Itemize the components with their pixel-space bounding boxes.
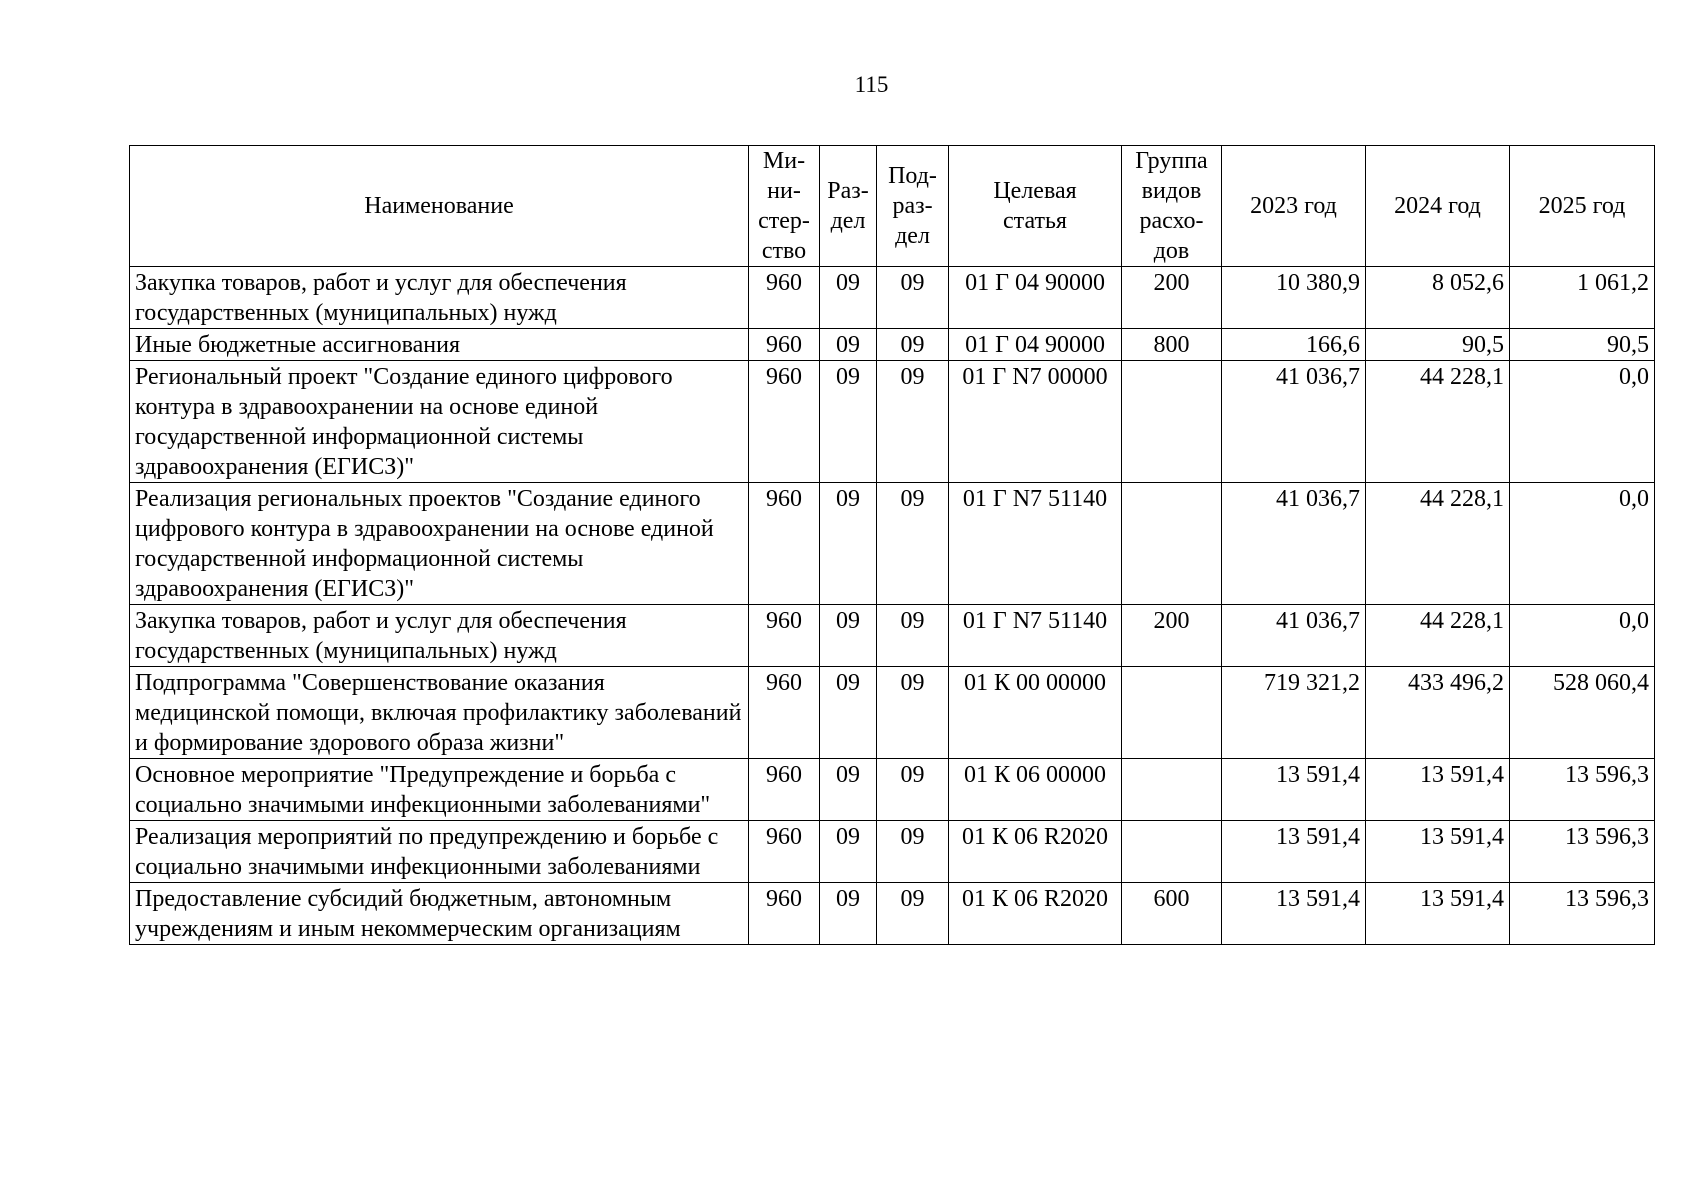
row-subsection: 09: [877, 267, 949, 329]
row-section: 09: [820, 759, 877, 821]
header-subsection: Под- раз- дел: [877, 146, 949, 267]
row-ministry: 960: [749, 883, 820, 945]
table-row: [130, 267, 1655, 329]
row-target-article: 01 Г 04 90000: [949, 267, 1122, 329]
row-ministry: 960: [749, 267, 820, 329]
row-amount-2023: 41 036,7: [1222, 361, 1366, 483]
row-amount-2025: 13 596,3: [1510, 759, 1655, 821]
row-amount-2024: 8 052,6: [1366, 267, 1510, 329]
table-row: [130, 605, 1655, 667]
row-section: 09: [820, 483, 877, 605]
row-target-article: 01 К 00 00000: [949, 667, 1122, 759]
row-amount-2024: 433 496,2: [1366, 667, 1510, 759]
table-row: [130, 483, 1655, 605]
budget-table: [129, 145, 1655, 945]
row-subsection: 09: [877, 667, 949, 759]
row-ministry: 960: [749, 667, 820, 759]
row-amount-2024: 90,5: [1366, 329, 1510, 361]
table-row: [130, 759, 1655, 821]
row-ministry: 960: [749, 361, 820, 483]
row-expense-group: [1122, 759, 1222, 821]
row-name: Закупка товаров, работ и услуг для обеспечения государственных (муниципальных) нужд: [130, 605, 749, 667]
header-name: Наименование: [130, 146, 749, 267]
header-expense-group: Группа видов расхо- дов: [1122, 146, 1222, 267]
row-name: Подпрограмма "Совершенствование оказания медицинской помощи, включая профилактику заболеваний и формирование здорового образа жизни": [130, 667, 749, 759]
table-row: [130, 329, 1655, 361]
row-expense-group: 600: [1122, 883, 1222, 945]
header-section: Раз- дел: [820, 146, 877, 267]
row-name: Основное мероприятие "Предупреждение и борьба с социально значимыми инфекционными заболеваниями": [130, 759, 749, 821]
row-amount-2024: 13 591,4: [1366, 759, 1510, 821]
table-row: [130, 667, 1655, 759]
row-ministry: 960: [749, 759, 820, 821]
row-amount-2024: 44 228,1: [1366, 361, 1510, 483]
row-amount-2023: 10 380,9: [1222, 267, 1366, 329]
row-subsection: 09: [877, 329, 949, 361]
row-name: Предоставление субсидий бюджетным, автономным учреждениям и иным некоммерческим организациям: [130, 883, 749, 945]
row-name: Иные бюджетные ассигнования: [130, 329, 749, 361]
row-section: 09: [820, 667, 877, 759]
table-row: [130, 821, 1655, 883]
row-section: 09: [820, 361, 877, 483]
row-amount-2023: 13 591,4: [1222, 821, 1366, 883]
header-target-article: Целевая статья: [949, 146, 1122, 267]
row-target-article: 01 Г 04 90000: [949, 329, 1122, 361]
row-amount-2025: 0,0: [1510, 361, 1655, 483]
row-expense-group: [1122, 483, 1222, 605]
row-ministry: 960: [749, 483, 820, 605]
row-section: 09: [820, 267, 877, 329]
table-header: [130, 146, 1655, 267]
header-year-2023: 2023 год: [1222, 146, 1366, 267]
row-subsection: 09: [877, 605, 949, 667]
row-amount-2023: 166,6: [1222, 329, 1366, 361]
row-subsection: 09: [877, 821, 949, 883]
row-subsection: 09: [877, 759, 949, 821]
row-amount-2023: 41 036,7: [1222, 483, 1366, 605]
row-amount-2023: 719 321,2: [1222, 667, 1366, 759]
row-subsection: 09: [877, 883, 949, 945]
row-amount-2023: 41 036,7: [1222, 605, 1366, 667]
row-target-article: 01 К 06 00000: [949, 759, 1122, 821]
row-target-article: 01 Г N7 00000: [949, 361, 1122, 483]
row-section: 09: [820, 329, 877, 361]
row-subsection: 09: [877, 361, 949, 483]
table-row: [130, 361, 1655, 483]
page-number: 115: [854, 72, 889, 97]
table-body: [130, 267, 1655, 945]
row-amount-2023: 13 591,4: [1222, 883, 1366, 945]
row-ministry: 960: [749, 329, 820, 361]
row-amount-2025: 0,0: [1510, 605, 1655, 667]
row-ministry: 960: [749, 605, 820, 667]
row-name: Закупка товаров, работ и услуг для обеспечения государственных (муниципальных) нужд: [130, 267, 749, 329]
row-amount-2024: 44 228,1: [1366, 483, 1510, 605]
row-expense-group: [1122, 667, 1222, 759]
row-expense-group: [1122, 821, 1222, 883]
header-ministry: Ми- ни- стер- ство: [749, 146, 820, 267]
row-expense-group: 200: [1122, 267, 1222, 329]
table-row: [130, 883, 1655, 945]
row-amount-2024: 13 591,4: [1366, 883, 1510, 945]
row-target-article: 01 К 06 R2020: [949, 883, 1122, 945]
row-section: 09: [820, 605, 877, 667]
row-subsection: 09: [877, 483, 949, 605]
row-target-article: 01 Г N7 51140: [949, 483, 1122, 605]
header-year-2024: 2024 год: [1366, 146, 1510, 267]
row-target-article: 01 К 06 R2020: [949, 821, 1122, 883]
row-amount-2024: 44 228,1: [1366, 605, 1510, 667]
row-amount-2025: 90,5: [1510, 329, 1655, 361]
row-name: Реализация мероприятий по предупреждению и борьбе с социально значимыми инфекционными заболеваниями: [130, 821, 749, 883]
row-expense-group: 800: [1122, 329, 1222, 361]
header-row: [130, 146, 1655, 267]
row-ministry: 960: [749, 821, 820, 883]
row-name: Реализация региональных проектов "Создание единого цифрового контура в здравоохранении на основе единой государственной информационной системы здравоохранения (ЕГИСЗ)": [130, 483, 749, 605]
row-expense-group: 200: [1122, 605, 1222, 667]
row-amount-2025: 1 061,2: [1510, 267, 1655, 329]
row-section: 09: [820, 821, 877, 883]
row-amount-2025: 0,0: [1510, 483, 1655, 605]
row-amount-2025: 13 596,3: [1510, 883, 1655, 945]
row-amount-2025: 13 596,3: [1510, 821, 1655, 883]
row-section: 09: [820, 883, 877, 945]
row-amount-2023: 13 591,4: [1222, 759, 1366, 821]
row-name: Региональный проект "Создание единого цифрового контура в здравоохранении на основе единой государственной информационной системы здравоохранения (ЕГИСЗ)": [130, 361, 749, 483]
row-amount-2024: 13 591,4: [1366, 821, 1510, 883]
row-target-article: 01 Г N7 51140: [949, 605, 1122, 667]
header-year-2025: 2025 год: [1510, 146, 1655, 267]
row-amount-2025: 528 060,4: [1510, 667, 1655, 759]
row-expense-group: [1122, 361, 1222, 483]
